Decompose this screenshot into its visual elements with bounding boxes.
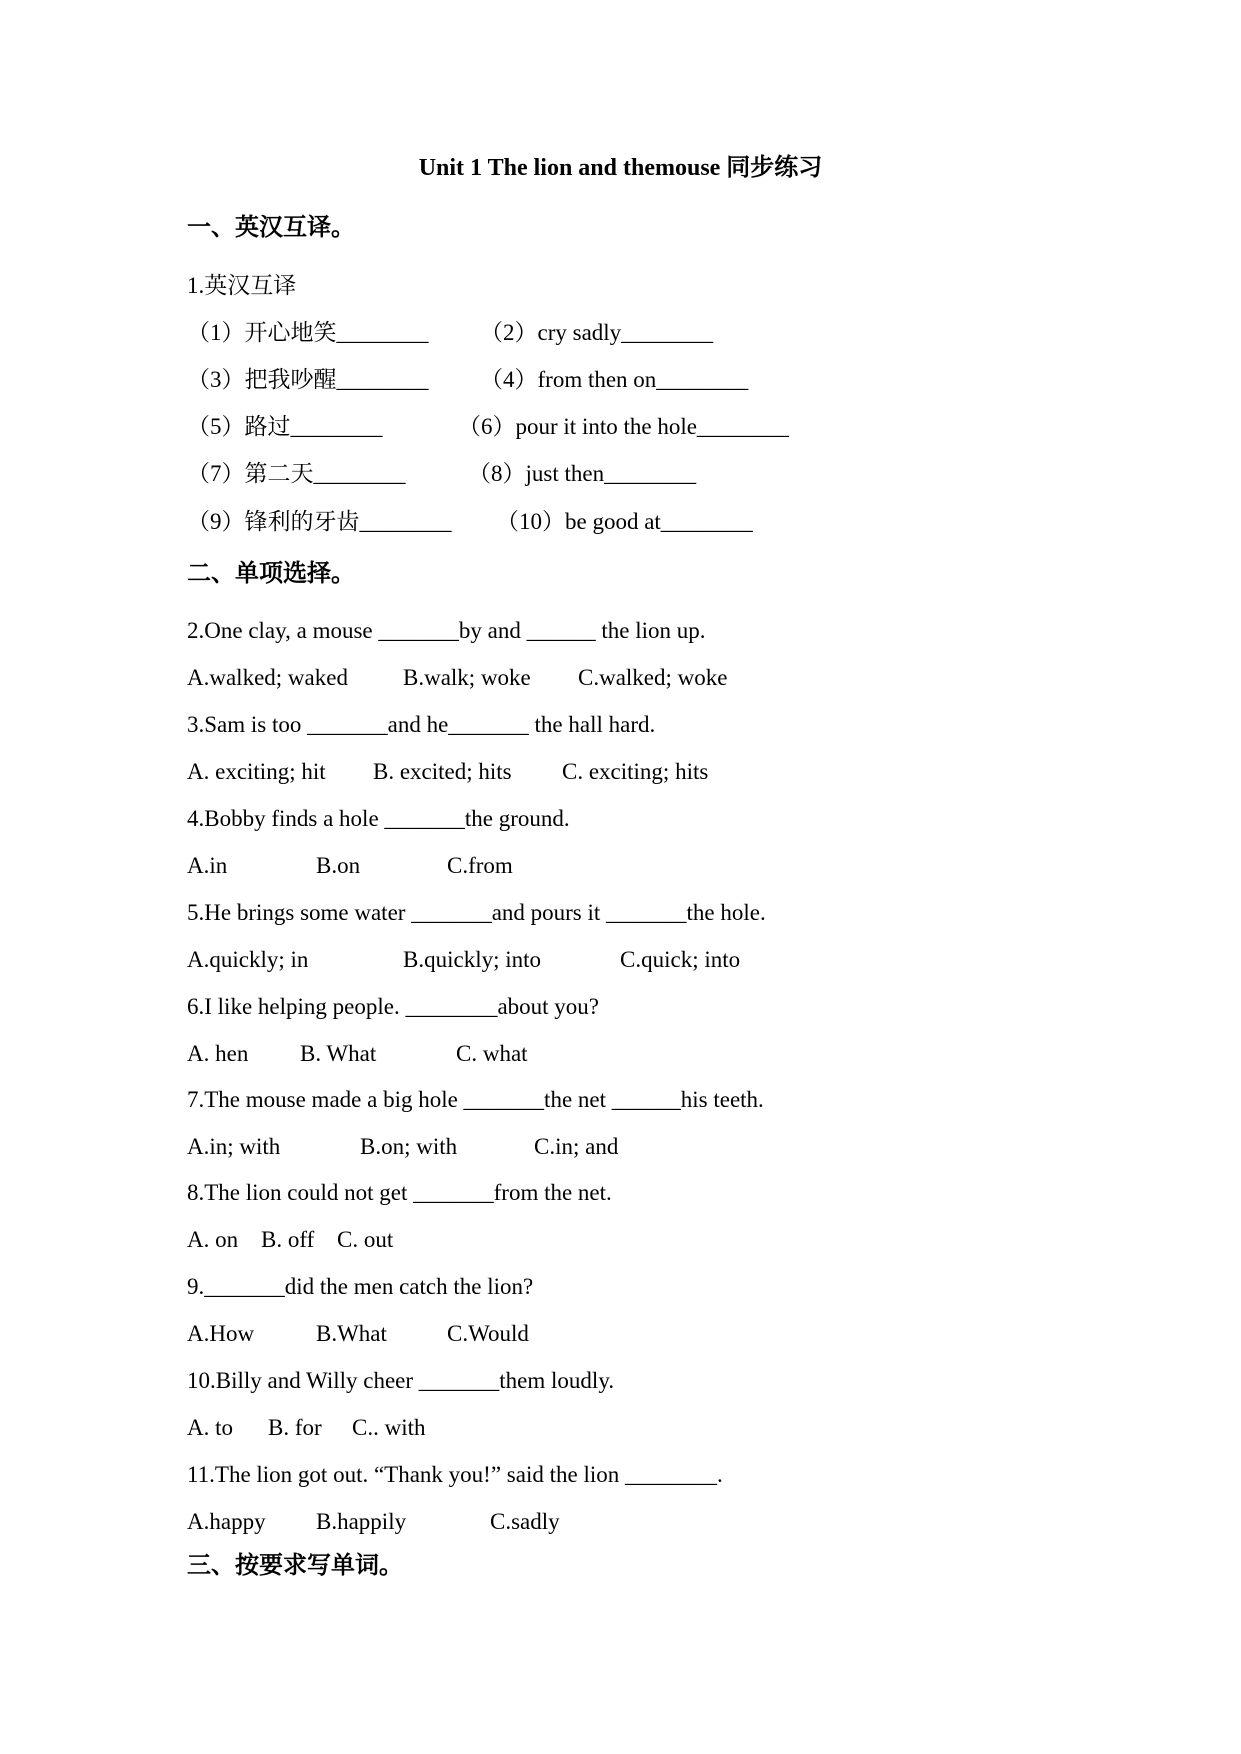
section-heading-multiple-choice: 二、单项选择。 — [187, 561, 355, 587]
question-3: 3.Sam is too _______and he_______ the hall hard. — [187, 712, 656, 737]
q2-option-b: B.walk; woke — [403, 665, 531, 690]
translation-item-3: （3）把我吵醒________ — [187, 367, 429, 392]
q10-option-a: A. to — [187, 1415, 233, 1440]
q4-option-b: B.on — [316, 853, 361, 878]
q6-option-c: C. what — [456, 1041, 528, 1066]
question-1-label: 1.英汉互译 — [187, 273, 297, 298]
q8-option-b: B. off — [261, 1227, 315, 1252]
q9-option-b: B.What — [316, 1321, 387, 1346]
q11-option-b: B.happily — [316, 1509, 407, 1534]
q10-option-c: C.. with — [352, 1415, 426, 1440]
translation-item-6: （6）pour it into the hole________ — [458, 414, 789, 439]
q5-option-a: A.quickly; in — [187, 947, 309, 972]
q10-option-b: B. for — [268, 1415, 322, 1440]
page-title: Unit 1 The lion and themouse 同步练习 — [418, 155, 823, 181]
q7-option-c: C.in; and — [534, 1134, 619, 1159]
translation-item-8: （8）just then________ — [468, 461, 697, 486]
section-heading-write-words: 三、按要求写单词。 — [187, 1553, 403, 1579]
question-7: 7.The mouse made a big hole _______the net ______his teeth. — [187, 1087, 764, 1112]
q4-option-a: A.in — [187, 853, 228, 878]
question-9: 9._______did the men catch the lion? — [187, 1274, 534, 1299]
q5-option-b: B.quickly; into — [403, 947, 541, 972]
question-5: 5.He brings some water _______and pours it _______the hole. — [187, 900, 766, 925]
q3-option-a: A. exciting; hit — [187, 759, 326, 784]
q6-option-a: A. hen — [187, 1041, 249, 1066]
q11-option-a: A.happy — [187, 1509, 266, 1534]
question-10: 10.Billy and Willy cheer _______them loudly. — [187, 1368, 615, 1393]
q9-option-c: C.Would — [447, 1321, 529, 1346]
translation-item-2: （2）cry sadly________ — [480, 320, 714, 345]
translation-item-9: （9）锋利的牙齿________ — [187, 509, 452, 534]
translation-item-10: （10）be good at________ — [496, 509, 753, 534]
q2-option-a: A.walked; waked — [187, 665, 348, 690]
q7-option-b: B.on; with — [360, 1134, 458, 1159]
q9-option-a: A.How — [187, 1321, 255, 1346]
translation-item-1: （1）开心地笑________ — [187, 320, 429, 345]
q3-option-c: C. exciting; hits — [562, 759, 709, 784]
q8-option-a: A. on — [187, 1227, 239, 1252]
q3-option-b: B. excited; hits — [373, 759, 512, 784]
translation-item-4: （4）from then on________ — [480, 367, 749, 392]
section-heading-translation: 一、英汉互译。 — [187, 215, 355, 241]
q4-option-c: C.from — [447, 853, 513, 878]
question-8: 8.The lion could not get _______from the net. — [187, 1180, 612, 1205]
question-6: 6.I like helping people. ________about you? — [187, 994, 600, 1019]
translation-item-7: （7）第二天________ — [187, 461, 406, 486]
q6-option-b: B. What — [300, 1041, 377, 1066]
q5-option-c: C.quick; into — [620, 947, 741, 972]
question-2: 2.One clay, a mouse _______by and ______ the lion up. — [187, 618, 706, 643]
question-11: 11.The lion got out. “Thank you!” said the lion ________. — [187, 1462, 723, 1487]
q8-option-c: C. out — [337, 1227, 394, 1252]
question-4: 4.Bobby finds a hole _______the ground. — [187, 806, 570, 831]
q11-option-c: C.sadly — [490, 1509, 560, 1534]
q7-option-a: A.in; with — [187, 1134, 281, 1159]
q2-option-c: C.walked; woke — [578, 665, 728, 690]
translation-item-5: （5）路过________ — [187, 414, 383, 439]
